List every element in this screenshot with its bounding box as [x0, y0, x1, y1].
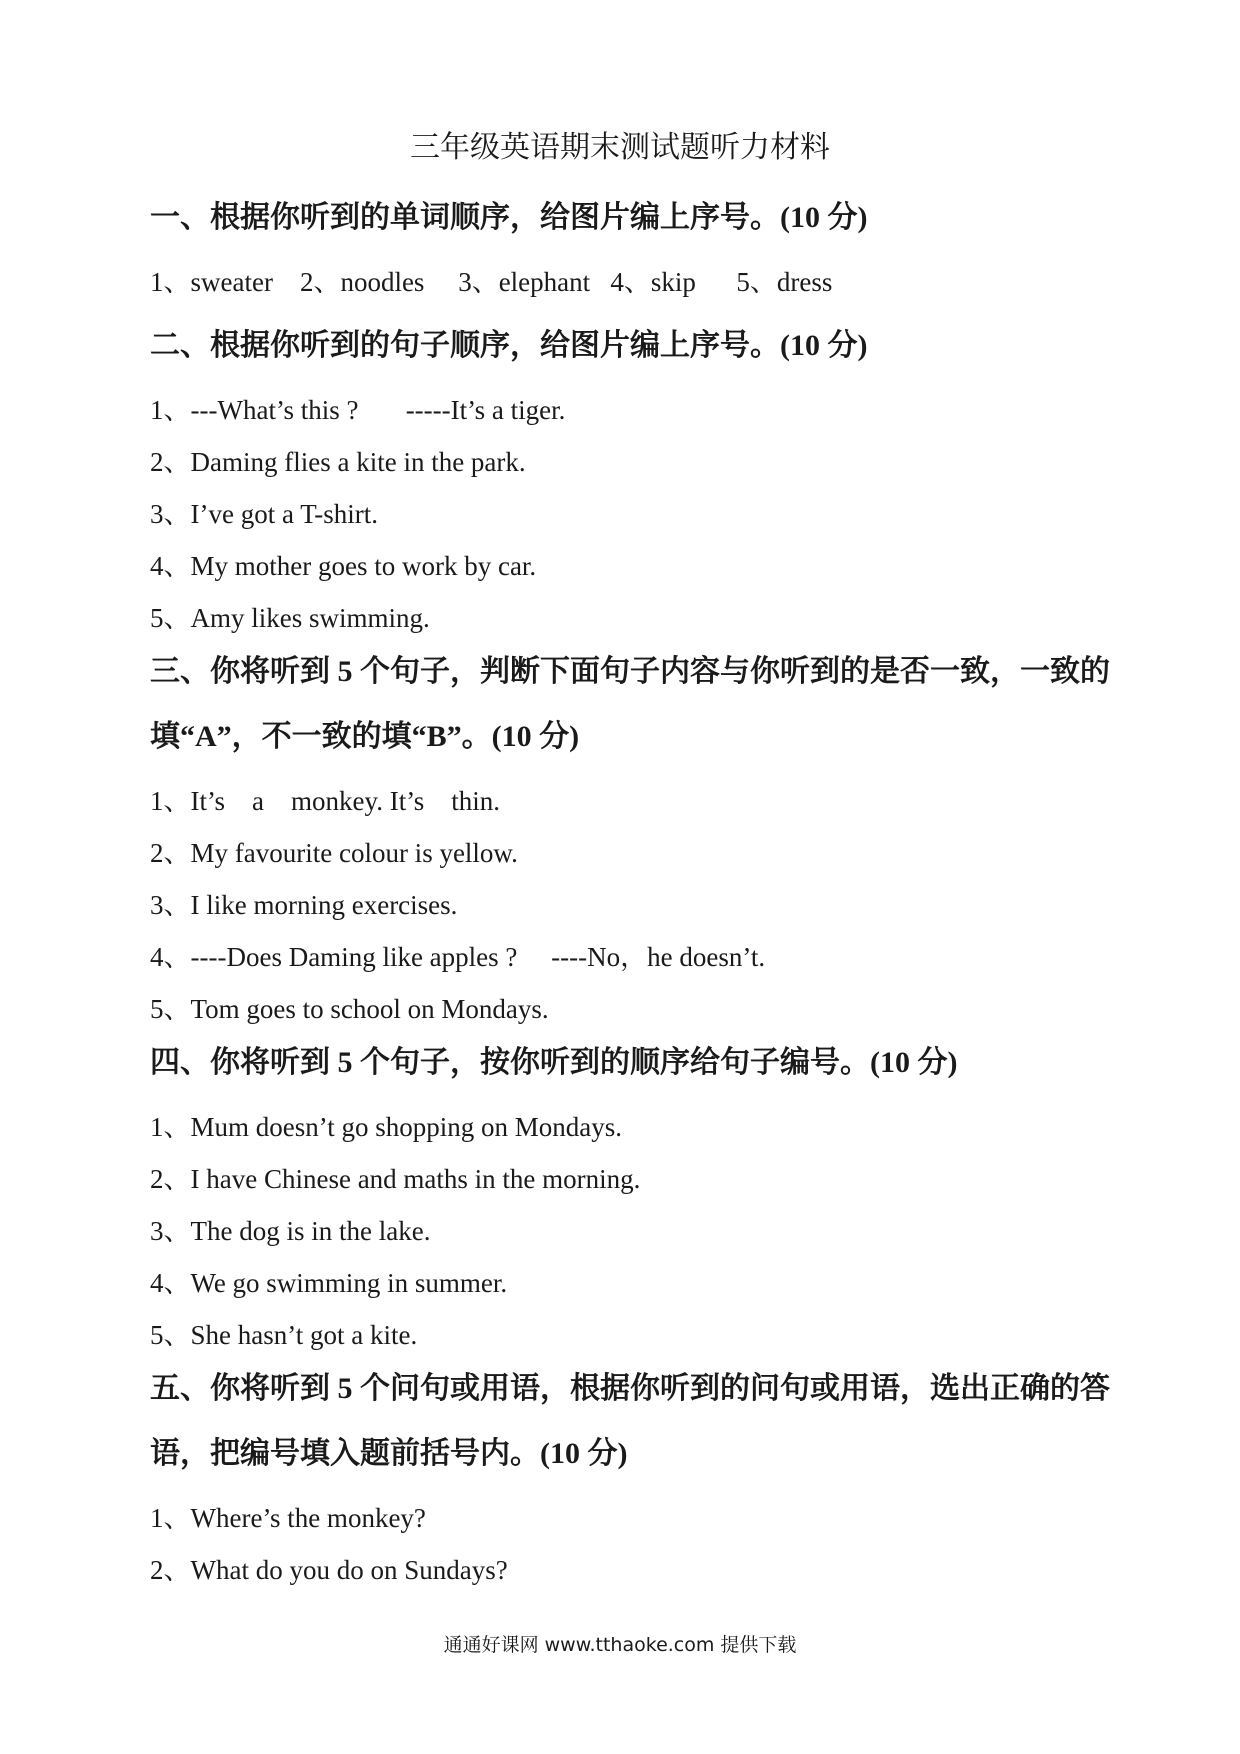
section-1-item: 1、sweater 2、noodles 3、elephant 4、skip 5、dress: [150, 267, 833, 297]
section-3-item: 1、It’s a monkey. It’s thin.: [150, 786, 500, 816]
section-2-item: 5、Amy likes swimming.: [150, 603, 430, 633]
section-3-item: 5、Tom goes to school on Mondays.: [150, 994, 549, 1024]
section-4-item: 5、She hasn’t got a kite.: [150, 1320, 418, 1350]
section-5-item: 1、Where’s the monkey?: [150, 1503, 426, 1533]
section-5-heading-line: 语，把编号填入题前括号内。(10 分): [150, 1437, 628, 1470]
section-3-heading-line: 填“A”，不一致的填“B”。(10 分): [150, 720, 580, 753]
section-5-item: 2、What do you do on Sundays?: [150, 1555, 508, 1585]
section-3-heading-line: 三、你将听到 5 个句子，判断下面句子内容与你听到的是否一致，一致的: [150, 655, 1110, 688]
section-4-heading: 四、你将听到 5 个句子，按你听到的顺序给句子编号。(10 分): [150, 1046, 958, 1079]
section-2-item: 4、My mother goes to work by car.: [150, 551, 537, 581]
section-3-item: 4、----Does Daming like apples ? ----No，he doesn’t.: [150, 942, 766, 972]
section-3-item: 3、I like morning exercises.: [150, 890, 458, 920]
section-2-heading: 二、根据你听到的句子顺序，给图片编上序号。(10 分): [150, 329, 868, 362]
section-4-item: 2、I have Chinese and maths in the morning.: [150, 1164, 641, 1194]
page-title: 三年级英语期末测试题听力材料: [410, 131, 830, 164]
section-4-item: 1、Mum doesn’t go shopping on Mondays.: [150, 1112, 623, 1142]
section-3-item: 2、My favourite colour is yellow.: [150, 838, 518, 868]
section-4-item: 3、The dog is in the lake.: [150, 1216, 431, 1246]
section-1-heading: 一、根据你听到的单词顺序，给图片编上序号。(10 分): [150, 201, 868, 234]
section-2-item: 2、Daming flies a kite in the park.: [150, 447, 526, 477]
section-2-item: 1、---What’s this ? -----It’s a tiger.: [150, 395, 566, 425]
footer-credit: 通通好课网 www.tthaoke.com 提供下载: [443, 1634, 797, 1656]
section-5-heading-line: 五、你将听到 5 个问句或用语，根据你听到的问句或用语，选出正确的答: [150, 1372, 1110, 1405]
section-4-item: 4、We go swimming in summer.: [150, 1268, 508, 1298]
section-2-item: 3、I’ve got a T-shirt.: [150, 499, 378, 529]
